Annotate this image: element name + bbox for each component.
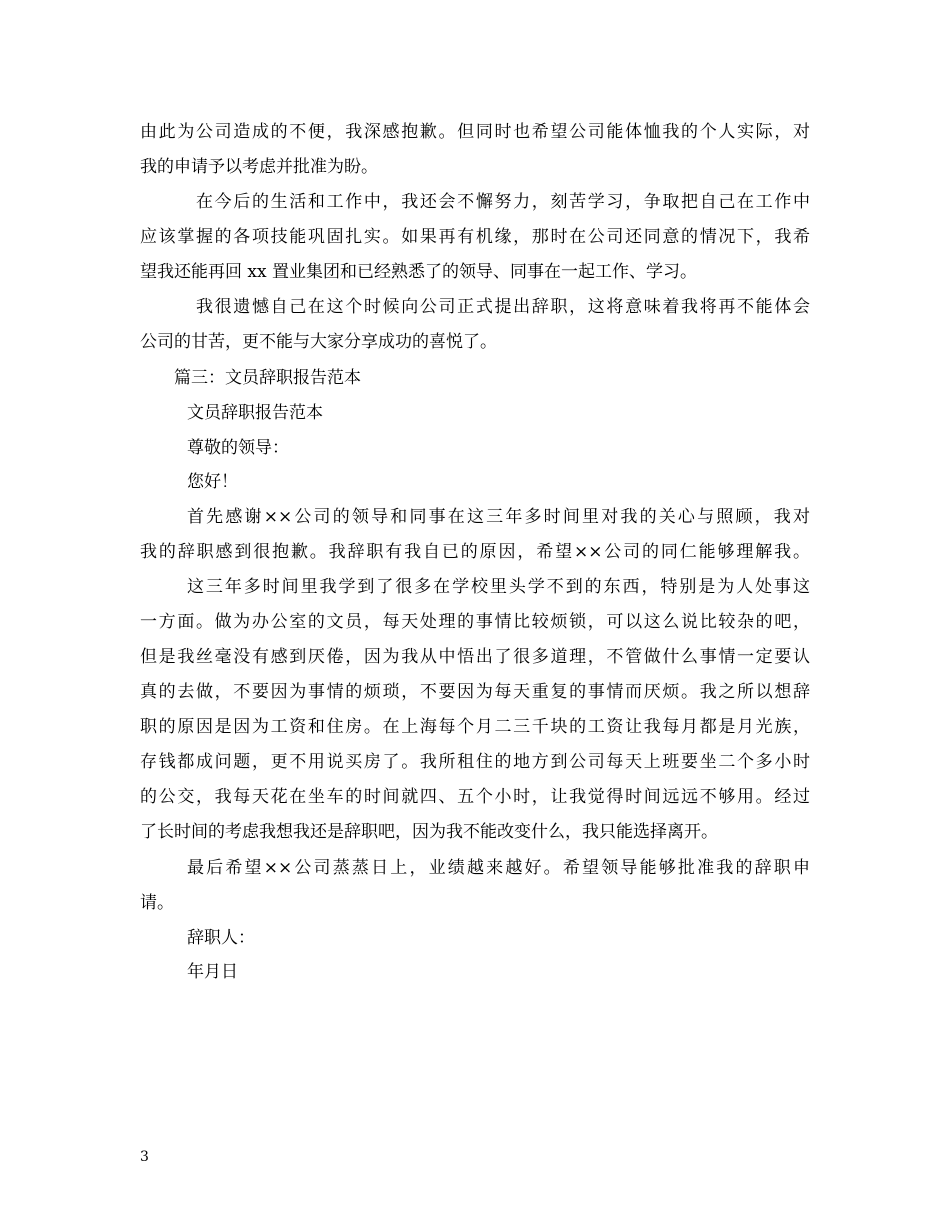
body-text-line: 最后希望××公司蒸蒸日上，业绩越来越好。希望领导能够批准我的辞职申 xyxy=(187,858,810,878)
body-text-line: 我的辞职感到很抱歉。我辞职有我自已的原因，希望××公司的同仁能够理解我。 xyxy=(140,542,810,562)
signature-label: 辞职人： xyxy=(187,928,255,948)
body-text-line: 我很遗憾自己在这个时候向公司正式提出辞职，这将意味着我将再不能体会 xyxy=(196,297,810,317)
body-text-line: 这三年多时间里我学到了很多在学校里头学不到的东西，特别是为人处事这 xyxy=(187,577,810,597)
body-text-line: 但是我丝毫没有感到厌倦，因为我从中悟出了很多道理，不管做什么事情一定要认 xyxy=(140,647,810,667)
body-text-line: 职的原因是因为工资和住房。在上海每个月二三千块的工资让我每月都是月光族， xyxy=(140,717,810,737)
body-text-line: 真的去做，不要因为事情的烦琐，不要因为每天重复的事情而厌烦。我之所以想辞 xyxy=(140,682,810,702)
body-text-line: 的公交，我每天花在坐车的时间就四、五个小时，让我觉得时间远远不够用。经过 xyxy=(140,787,810,807)
body-text-line: 由此为公司造成的不便，我深感抱歉。但同时也希望公司能体恤我的个人实际，对 xyxy=(140,122,810,142)
report-title: 文员辞职报告范本 xyxy=(187,403,323,423)
body-text-line: 了长时间的考虑我想我还是辞职吧，因为我不能改变什么，我只能选择离开。 xyxy=(140,822,718,842)
greeting: 您好！ xyxy=(187,472,238,492)
body-text-line: 应该掌握的各项技能巩固扎实。如果再有机缘，那时在公司还同意的情况下，我希 xyxy=(140,227,810,247)
body-text-line: 一方面。做为办公室的文员，每天处理的事情比较烦锁，可以这么说比较杂的吧， xyxy=(140,612,810,632)
page-number: 3 xyxy=(140,1149,149,1165)
body-text-line: 存钱都成问题，更不用说买房了。我所租住的地方到公司每天上班要坐二个多小时 xyxy=(140,752,810,772)
section-heading: 篇三：文员辞职报告范本 xyxy=(174,368,361,388)
date-label: 年月日 xyxy=(187,962,238,982)
body-text-line: 在今后的生活和工作中，我还会不懈努力，刻苦学习，争取把自己在工作中 xyxy=(196,192,810,212)
body-text-line: 望我还能再回 xx 置业集团和已经熟悉了的领导、同事在一起工作、学习。 xyxy=(140,262,697,282)
body-text-line: 首先感谢××公司的领导和同事在这三年多时间里对我的关心与照顾，我对 xyxy=(187,507,810,527)
body-text-line: 我的申请予以考虑并批准为盼。 xyxy=(140,157,378,177)
body-text-line: 公司的甘苦，更不能与大家分享成功的喜悦了。 xyxy=(140,332,497,352)
body-text-line: 请。 xyxy=(140,893,174,913)
salutation: 尊敬的领导： xyxy=(187,438,289,458)
